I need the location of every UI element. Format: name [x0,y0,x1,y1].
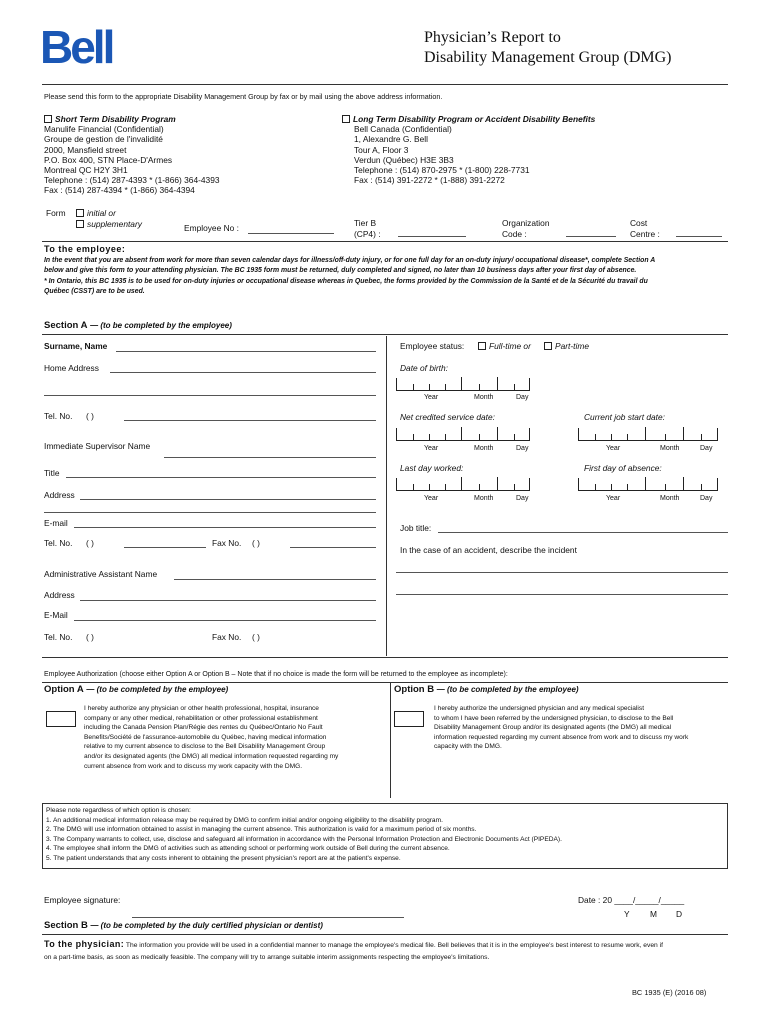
to-employee-heading: To the employee: [44,244,126,254]
net-month-label: Month [474,445,494,452]
note-item: 1. An additional medical information release may be required by DMG to confirm initial and/or ongoing eligibility to the disability program. [46,816,443,824]
tier-b-field[interactable] [398,236,466,237]
current-job-date-field[interactable] [578,428,718,441]
net-credited-label: Net credited service date: [400,412,495,422]
home-address-label: Home Address [44,363,99,373]
cost-label: Cost [630,218,648,228]
initial-checkbox[interactable] [76,209,84,217]
option-b-header: Option B — (to be completed by the employee) [394,684,579,695]
column-divider [386,336,387,656]
note-item: 4. The employee shall inform the DMG of activities such as attending school or performing work outside of Bell during the current absence. [46,845,450,853]
part-time-option[interactable]: Part-time [544,341,589,351]
divider [42,241,728,242]
admin-email-field[interactable] [74,620,376,621]
to-physician-heading: To the physician: [44,939,125,949]
tel-field-2[interactable] [124,547,206,548]
organization-code-field[interactable] [566,236,616,237]
employee-no-field[interactable] [248,233,334,234]
ltd-line: Verdun (Québec) H3E 3B3 [354,154,454,165]
ltd-line: Telephone : (514) 870-2975 * (1-800) 228-7731 [354,165,530,176]
authorization-intro: Employee Authorization (choose either Option A or Option B – Note that if no choice is made the form will be returned to the employee as incomplete): [44,671,508,678]
dob-day-label: Day [516,394,529,401]
ltd-heading: Long Term Disability Program or Accident Disability Benefits [353,114,596,124]
last-day-date-field[interactable] [396,478,530,491]
dob-month-label: Month [474,394,494,401]
job-day-label: Day [700,445,713,452]
first-year-label: Year [606,495,621,502]
tier-b-label: Tier B [354,218,377,228]
admin-tel-area-code: ( ) [86,632,94,642]
ltd-block [342,114,722,185]
ltd-line: Bell Canada (Confidential) [354,124,452,135]
title-label: Title [44,468,60,478]
cp4-label: (CP4) : [354,229,381,239]
tel-area-code-2: ( ) [86,538,94,548]
code-label: Code : [502,229,527,239]
email-field[interactable] [74,527,376,528]
std-heading: Short Term Disability Program [55,114,176,124]
address-field-2[interactable] [44,512,376,513]
cost-centre-field[interactable] [676,236,722,237]
to-employee-text: In the event that you are absent from work for more than seven calendar days for illness/off-duty injury, or for one full day for an on-duty injury/ occupational disease*, complete Section A below and give this form to your attending physician. The BC 1935 form must be returned, duly completed and signed, no later than 10 business days after your first day of absence. * In Ontario, this BC 1935 is to be used for on-duty injuries or occupational disease whereas in Quebec, the forms provided by the Commission de la Santé et de la Sécurité du travail du Québec (CSST) are to be used. [44,257,656,296]
title-field[interactable] [66,477,376,478]
organization-label: Organization [502,218,550,228]
signature-field[interactable] [132,917,404,918]
employee-status-label: Employee status: [400,341,465,351]
last-month-label: Month [474,495,494,502]
fax-area-code: ( ) [252,538,260,548]
note-item: 5. The patient understands that any costs inherent to obtaining the present physician's report are at the patient's expense. [46,854,401,862]
first-day-label: First day of absence: [584,463,662,473]
net-day-label: Day [516,445,529,452]
tel-field[interactable] [124,420,376,421]
to-physician-text: To the physician: The information you provide will be used in a confidential manner to manage the employee's medical file. Bell believes that it is in the employee's best interest to resume work, even if on a part-time basis, as soon as medically feasible. The company will try to arrange suitable interim assignments respecting the employee's limitations. [44,939,663,961]
tel-label: Tel. No. [44,411,73,421]
date-m-label: M [650,909,657,919]
last-day-label: Last day worked: [400,463,464,473]
title-line-1: Physician’s Report to [424,29,561,46]
job-title-label: Job title: [400,523,432,533]
job-year-label: Year [606,445,621,452]
std-line: Fax : (514) 287-4394 * (1-866) 364-4394 [44,185,195,196]
first-day-day-label: Day [700,495,713,502]
form-label: Form [46,208,66,218]
address-field[interactable] [80,499,376,500]
supplementary-checkbox[interactable] [76,220,84,228]
title-line-2: Disability Management Group (DMG) [424,49,672,66]
home-address-field[interactable] [110,372,376,373]
std-block [44,114,344,196]
option-column-divider [390,682,391,798]
header-divider [42,84,728,85]
supervisor-field[interactable] [164,457,376,458]
dob-date-field[interactable] [396,378,530,391]
admin-assistant-field[interactable] [174,579,376,580]
centre-label: Centre : [630,229,660,239]
net-year-label: Year [424,445,439,452]
std-line: Montreal QC H2Y 3H1 [44,165,128,176]
notes-box [42,803,728,869]
job-month-label: Month [660,445,680,452]
date-y-label: Y [624,909,630,919]
admin-email-label: E-Mail [44,610,68,620]
note-item: 2. The DMG will use information obtained to assist in managing the current absence. This authorization is valid for a maximum period of six months. [46,826,477,834]
first-day-date-field[interactable] [578,478,718,491]
home-address-field-2[interactable] [44,395,376,396]
notes-heading: Please note regardless of which option is chosen: [46,807,191,814]
std-line: P.O. Box 400, STN Place-D'Armes [44,154,173,165]
option-b-text: I hereby authorize the undersigned physician and any medical specialist to whom I have been referred by the undersigned physician, to disclose to the Bell Disability Management Group and/or its designated agents (the DMG) all medical information requested regarding my current absence from work and to discuss my work capacity with the DMG. [434,705,689,751]
current-job-label: Current job start date: [584,412,665,422]
surname-field[interactable] [116,351,376,352]
part-time-checkbox[interactable] [544,342,552,350]
fax-label: Fax No. [212,538,242,548]
admin-address-field[interactable] [80,600,376,601]
ltd-checkbox[interactable] [342,115,350,123]
ltd-line: Fax : (514) 391-2272 * (1-888) 391-2272 [354,175,505,186]
date-field[interactable]: Date : 20 ____/_____/_____ [578,895,685,905]
option-a-text: I hereby authorize any physician or other health professional, hospital, insurance company or any other medical, rehabilitation or other professional establishment including the Canada Pension Plan/Régie des rentes du Québec/Ontario No Fault Benefits/Société de l'assurance-automobile du Québec, having medical information relative to my current absence to disclose to the Bell Disability Management Group and/or its designated agents (the DMG) all medical information requested regarding my current absence from work and to discuss my work capacity with the DMG. [84,705,339,770]
accident-field-2[interactable] [396,594,728,595]
tel-label-2: Tel. No. [44,538,73,548]
dob-label: Date of birth: [400,363,448,373]
last-year-label: Year [424,495,439,502]
form-initial-option[interactable]: initial or [76,208,116,218]
surname-label: Surname, Name [44,341,108,351]
supervisor-label: Immediate Supervisor Name [44,441,151,451]
last-day-day-label: Day [516,495,529,502]
tel-area-code: ( ) [86,411,94,421]
option-b-checkbox[interactable] [394,711,424,727]
std-line: Telephone : (514) 287-4393 * (1-866) 364-4393 [44,175,220,186]
option-a-checkbox[interactable] [46,711,76,727]
dob-year-label: Year [424,394,439,401]
address-label: Address [44,490,75,500]
section-b-divider [42,934,728,935]
email-label: E-mail [44,518,68,528]
date-d-label: D [676,909,683,919]
bell-logo: Bell [40,21,113,73]
page-title [424,28,672,68]
section-a-header: Section A — (to be completed by the employee) [44,320,232,331]
admin-assistant-label: Administrative Assistant Name [44,569,158,579]
form-code: BC 1935 (E) (2016 08) [632,988,707,997]
ltd-line: 1, Alexandre G. Bell [354,134,429,145]
first-month-label: Month [660,495,680,502]
option-divider [42,682,728,683]
std-line: 2000, Mansfield street [44,144,127,155]
job-title-field[interactable] [438,532,728,533]
std-line: Manulife Financial (Confidential) [44,124,164,135]
full-time-option[interactable]: Full-time or [478,341,531,351]
std-checkbox[interactable] [44,115,52,123]
admin-fax-label: Fax No. [212,632,242,642]
std-line: Groupe de gestion de l'invalidité [44,134,163,145]
form-supplementary-option[interactable]: supplementary [76,219,142,229]
net-credited-date-field[interactable] [396,428,530,441]
option-a-header: Option A — (to be completed by the employee) [44,684,229,695]
employee-no-label: Employee No : [184,223,239,233]
full-time-checkbox[interactable] [478,342,486,350]
note-item: 3. The Company warrants to collect, use, disclose and safeguard all information in accordance with the Personal Information Protection and Electronic Documents Act (PIPEDA). [46,835,562,843]
ltd-line: Tour A, Floor 3 [354,144,409,155]
section-b-header: Section B — (to be completed by the duly certified physician or dentist) [44,920,323,931]
fax-field[interactable] [290,547,376,548]
signature-label: Employee signature: [44,895,121,905]
section-a-divider [42,334,728,335]
admin-address-label: Address [44,590,75,600]
admin-tel-label: Tel. No. [44,632,73,642]
accident-field-1[interactable] [396,572,728,573]
intro-text: Please send this form to the appropriate Disability Management Group by fax or by mail using the above address information. [44,92,443,101]
admin-fax-area-code: ( ) [252,632,260,642]
authorization-divider [42,657,728,658]
accident-label: In the case of an accident, describe the incident [400,545,577,555]
